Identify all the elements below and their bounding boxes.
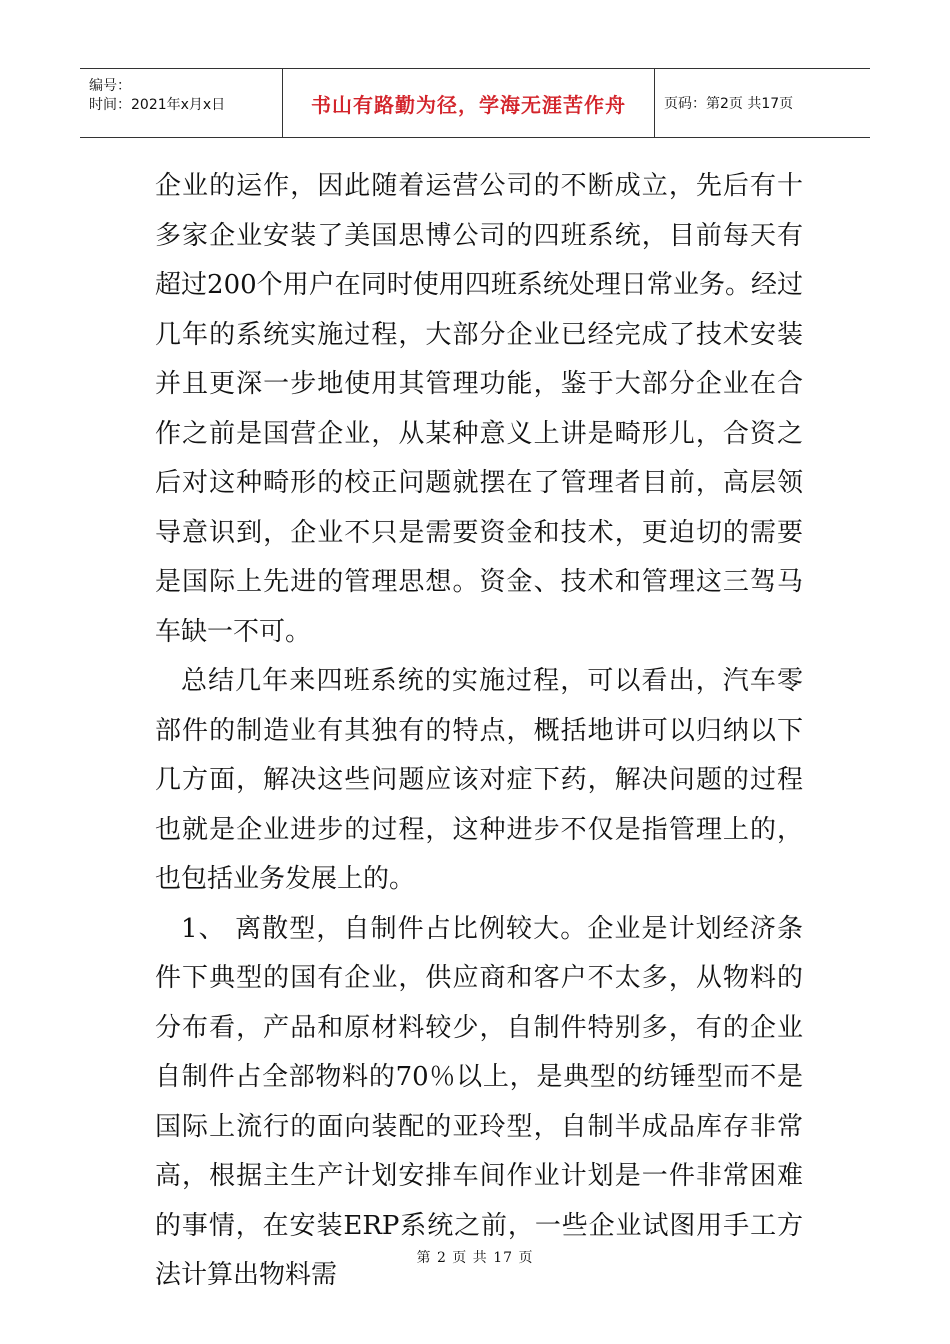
header-meta-cell (80, 69, 283, 137)
body-paragraph-2: 总结几年来四班系统的实施过程，可以看出，汽车零部件的制造业有其独有的特点，概括地讲可以归纳以下几方面，解决这些问题应该对症下药，解决问题的过程也就是企业进步的过程，这种进步不仅是指管理上的，也包括业务发展上的。 (155, 666, 803, 894)
page-footer: 第 2 页 共 17 页 (416, 1250, 534, 1266)
document-time-label: 时间：2021年x月x日 (89, 97, 226, 113)
header-page-info: 页码：第2页 共17页 (664, 96, 794, 112)
body-paragraph-3: 1、 离散型，自制件占比例较大。企业是计划经济条件下典型的国有企业，供应商和客户不太多，从物料的分布看，产品和原材料较少，自制件特别多，有的企业自制件占全部物料的70％以上，是典型的纺锤型而不是国际上流行的面向装配的亚玲型，自制半成品库存非常高，根据主生产计划安排车间作业计划是一件非常困难的事情，在安装ERP系统之前，一些企业试图用手工方法计算出物料需 (155, 913, 803, 1290)
document-body (155, 162, 803, 1301)
document-number-label: 编号： (89, 78, 131, 94)
document-header (80, 68, 870, 138)
header-motto-cell (283, 69, 655, 137)
header-motto: 书山有路勤为径，学海无涯苦作舟 (311, 92, 626, 117)
body-paragraph-1: 企业的运作，因此随着运营公司的不断成立，先后有十多家企业安装了美国思博公司的四班系统，目前每天有超过200个用户在同时使用四班系统处理日常业务。经过几年的系统实施过程，大部分企业已经完成了技术安装并且更深一步地使用其管理功能，鉴于大部分企业在合作之前是国营企业，从某种意义上讲是畸形儿，合资之后对这种畸形的校正问题就摆在了管理者目前，高层领导意识到，企业不只是需要资金和技术，更迫切的需要是国际上先进的管理思想。资金、技术和管理这三驾马车缺一不可。 (155, 171, 803, 647)
header-page-cell (655, 69, 870, 137)
